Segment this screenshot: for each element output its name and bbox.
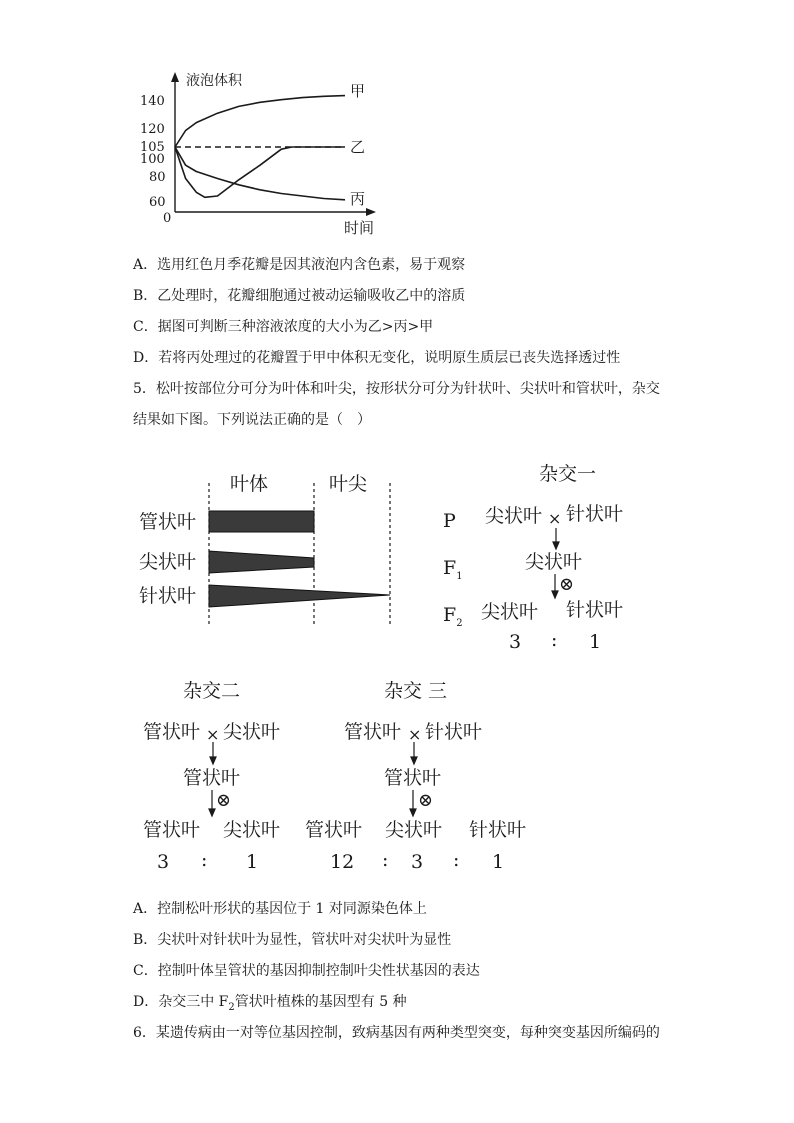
q5-option-c: C．控制叶体呈管状的基因抑制控制叶尖性状基因的表达 (133, 963, 480, 979)
origin-label: 0 (163, 211, 172, 226)
cross-two-colon: : (201, 849, 208, 871)
y-tick-60: 60 (149, 195, 166, 210)
q6-stem: 6．某遗传病由一对等位基因控制，致病基因有两种类型突变，每种突变基因所编码的 (133, 1025, 660, 1041)
cross-one-colon: : (551, 629, 558, 651)
y-tick-80: 80 (149, 170, 166, 185)
cross-two-self-sign: ⊗ (216, 790, 232, 811)
cross-one-arrow-p-head (553, 542, 559, 549)
q5-stem-line1: 5．松叶按部位分可分为叶体和叶尖，按形状分可分为针状叶、尖状叶和管状叶，杂交 (133, 381, 660, 397)
y-tick-140: 140 (140, 94, 165, 109)
cross-three-arrow-p-head (411, 757, 417, 764)
header-leaf-body: 叶体 (230, 473, 269, 495)
cross-two-f1: 管状叶 (183, 767, 241, 789)
q5-option-d: D．杂交三中 $F_2$管状叶植株的基因型有 5 种 (133, 994, 407, 1013)
cross-one-f2-b: 针状叶 (566, 599, 624, 621)
cross-one-title: 杂交一 (539, 463, 597, 485)
cross-two-cross-sign: × (206, 725, 220, 744)
cross-three-f1: 管状叶 (384, 767, 442, 789)
cross-two-parent-b: 尖状叶 (223, 721, 281, 743)
cross-two-title: 杂交二 (183, 680, 241, 702)
cross-three-ratio-a: 12 (330, 851, 355, 873)
cross-one-arrow-f1-head (552, 591, 558, 598)
cross-two-arrow-p-head (210, 757, 216, 764)
cross-three-f2-c: 针状叶 (469, 819, 527, 841)
cross-two-parent-a: 管状叶 (143, 721, 201, 743)
generation-p-label: P (443, 510, 456, 532)
cross-two-f2-a: 管状叶 (143, 819, 201, 841)
cross-three-ratio-b: 3 (411, 851, 424, 873)
cross-three-cross-sign: × (408, 725, 422, 744)
cross-one-self-sign: ⊗ (559, 574, 575, 595)
generation-f1-label: $F_1$ (443, 557, 463, 582)
q4-option-a: A．选用红色月季花瓣是因其液泡内含色素，易于观察 (133, 257, 466, 273)
q4-option-c: C．据图可判断三种溶液浓度的大小为乙>丙>甲 (133, 319, 434, 335)
cross-three-self-sign: ⊗ (418, 790, 434, 811)
cross-one-cross-sign: × (548, 509, 562, 528)
cross-one-f1: 尖状叶 (525, 551, 583, 573)
q5-stem-line2: 结果如下图。下列说法正确的是（ ） (133, 412, 371, 428)
cross-three-parent-b: 针状叶 (425, 721, 483, 743)
cross-three-parent-a: 管状叶 (344, 721, 402, 743)
y-tick-105: 105 (140, 140, 165, 155)
q5-option-a: A．控制松叶形状的基因位于 1 对同源染色体上 (133, 901, 427, 917)
q5-option-b: B．尖状叶对针状叶为显性，管状叶对尖状叶为显性 (133, 932, 452, 948)
cross-two-arrow-f1-head (209, 809, 215, 816)
cross-three-f2-b: 尖状叶 (385, 819, 443, 841)
row-label-needle: 针状叶 (139, 585, 197, 607)
cross-one-ratio-b: 1 (589, 631, 602, 653)
series-label-jia: 甲 (350, 82, 366, 100)
cross-three-arrow-f1-head (410, 809, 416, 816)
x-axis-label: 时间 (344, 219, 375, 237)
row-label-pointed: 尖状叶 (139, 551, 197, 573)
cross-three-ratio-c: 1 (492, 851, 505, 873)
cross-two-ratio-b: 1 (246, 851, 259, 873)
q4-option-d: D．若将丙处理过的花瓣置于甲中体积无变化，说明原生质层已丧失选择透过性 (133, 350, 621, 366)
cross-three-colon-2: : (453, 849, 460, 871)
cross-three-f2-a: 管状叶 (305, 819, 363, 841)
cross-one-parent-b: 针状叶 (566, 503, 624, 525)
row-label-tubular: 管状叶 (139, 511, 197, 533)
cross-one-f2-a: 尖状叶 (481, 601, 539, 623)
y-tick-120: 120 (140, 122, 165, 137)
cross-one-ratio-a: 3 (509, 631, 522, 653)
cross-three-title: 杂交 三 (384, 680, 448, 702)
y-tick-100: 100 (140, 152, 165, 167)
cross-two-ratio-a: 3 (157, 851, 170, 873)
series-label-yi: 乙 (350, 138, 366, 156)
generation-f2-label: $F_2$ (443, 604, 463, 629)
cross-one-parent-a: 尖状叶 (485, 505, 543, 527)
series-label-bing: 丙 (350, 190, 366, 208)
cross-two-f2-b: 尖状叶 (223, 819, 281, 841)
q4-option-b: B．乙处理时，花瓣细胞通过被动运输吸收乙中的溶质 (133, 288, 466, 304)
header-leaf-tip: 叶尖 (329, 473, 368, 495)
cross-three-colon-1: : (382, 849, 389, 871)
y-axis-label: 液泡体积 (186, 73, 242, 89)
